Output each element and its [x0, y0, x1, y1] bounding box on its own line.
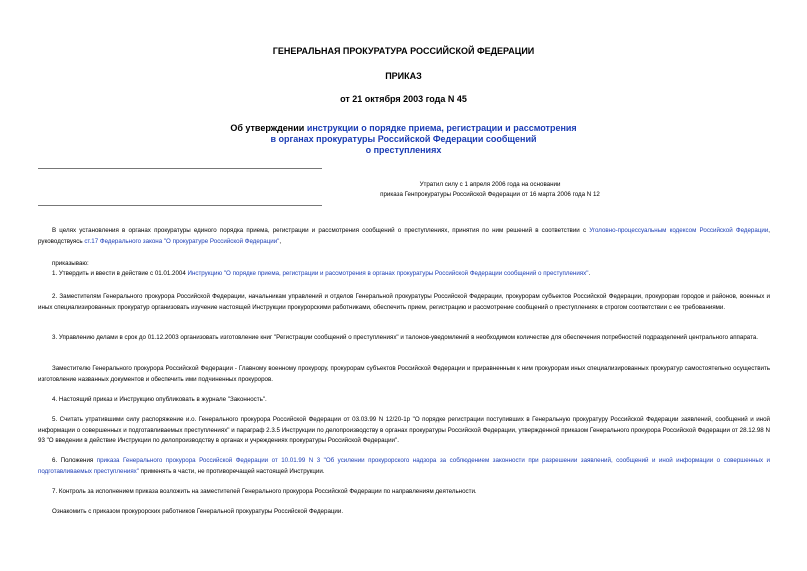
- item-1: 1. Утвердить и ввести в действие с 01.01.2004 Инструкцию "О порядке приема, регистрации и рассмотрения в органах прокуратуры Российской Федерации сообщений о преступлениях".: [52, 270, 591, 277]
- doc-type: ПРИКАЗ: [385, 71, 422, 81]
- title-link-line2[interactable]: в органах прокуратуры Российской Федерации сообщений: [270, 134, 537, 144]
- status-note: [180, 180, 800, 200]
- item-2: 2. Заместителям Генерального прокурора Российской Федерации, начальникам управлений и отделов Генеральной прокуратуры Российской Федерации, прокурорам субъектов Российской Федерации, прокурорам городов и районов, военных и иных специализированных прокуратур организовать изучение настоящей Инструкции прокурорскими работниками, обеспечить прием, регистрацию и рассмотрение сообщений о преступлениях в строгом соответствии с ее требованиями.: [38, 293, 770, 311]
- link-upk[interactable]: Уголовно-процессуальным кодексом Российской Федерации: [589, 227, 769, 234]
- item-3b: Заместителю Генерального прокурора Российской Федерации - Главному военному прокурору, прокурорам субъектов Российской Федерации и приравненным к ним прокурорам иных специализированных прокуратур самостоятельно осуществить изготовление названных документов и обеспечить ими подчиненных прокуроров.: [38, 365, 770, 383]
- link-instruction[interactable]: Инструкцию "О порядке приема, регистрации и рассмотрения в органах прокуратуры Российской Федерации сообщений о преступлениях": [187, 270, 589, 277]
- title-link-line3[interactable]: о преступлениях: [365, 145, 442, 155]
- title-link-line1[interactable]: инструкции о порядке приема, регистрации и рассмотрения: [306, 123, 577, 133]
- item-7: 7. Контроль за исполнением приказа возложить на заместителей Генерального прокурора Российской Федерации по направлениям деятельности.: [52, 488, 477, 495]
- item-8: Ознакомить с приказом прокурорских работников Генеральной прокуратуры Российской Федерации.: [52, 508, 344, 515]
- intro-paragraph: В целях установления в органах прокуратуры единого порядка приема, регистрации и рассмотрения сообщений о преступлениях, принятия по ним решений в соответствии с Уголовно-процессуальным кодексом Российской Федерации, руководствуясь ст.17 Федерального закона "О прокуратуре Российской Федерации",: [38, 227, 771, 245]
- item-3: 3. Управлению делами в срок до 01.12.2003 организовать изготовление книг "Регистрации сообщений о преступлениях" и талонов-уведомлений в необходимом количестве для обеспечения потребностей подразделений центрального аппарата.: [52, 334, 759, 341]
- doc-date-number: от 21 октября 2003 года N 45: [340, 94, 467, 104]
- link-law-prosecutor[interactable]: ст.17 Федерального закона "О прокуратуре Российской Федерации": [84, 237, 280, 245]
- status-note-line2: приказа Генпрокуратуры Российской Федерации от 16 марта 2006 года N 12: [380, 191, 600, 198]
- item-5: 5. Считать утратившими силу распоряжение и.о. Генерального прокурора Российской Федерации от 03.03.99 N 12/20-1р "О порядке регистрации поступивших в Генеральную прокуратуру Российской Федерации заявлений, сообщений и иной информации о совершенных и подготавливаемых преступлениях" и параграф 2.3.5 Инструкции по делопроизводству в органах прокуратуры Российской Федерации, утвержденной приказом Генерального прокурора Российской Федерации от 28.12.98 N 93 "О введении в действие Инструкции по делопроизводству в органах и учреждениях прокуратуры Российской Федерации".: [38, 416, 770, 445]
- item-6: 6. Положения приказа Генерального прокурора Российской Федерации от 10.01.99 N 3 "Об усилении прокурорского надзора за соблюдением законности при разрешении заявлений, сообщений и иной информации о совершенных и подготавливаемых преступлениях" применять в части, не противоречащей настоящей Инструкции.: [38, 457, 770, 475]
- org-name: ГЕНЕРАЛЬНАЯ ПРОКУРАТУРА РОССИЙСКОЙ ФЕДЕРАЦИИ: [272, 46, 535, 56]
- doc-title: [160, 123, 647, 156]
- item-4: 4. Настоящий приказ и Инструкцию опубликовать в журнале "Законность".: [52, 396, 267, 403]
- divider-bottom: [38, 205, 322, 206]
- prikazyvayu: приказываю:: [52, 260, 89, 267]
- status-note-line1: Утратил силу с 1 апреля 2006 года на основании: [419, 181, 561, 188]
- title-prefix: Об утверждении: [230, 123, 305, 133]
- divider-top: [38, 168, 322, 169]
- link-order-3[interactable]: приказа Генерального прокурора Российской Федерации от 10.01.99 N 3 "Об усилении прокурорского надзора за соблюдением законности при разрешении заявлений, сообщений и иной информации о совершенных и подготавливаемых преступлениях": [38, 457, 770, 475]
